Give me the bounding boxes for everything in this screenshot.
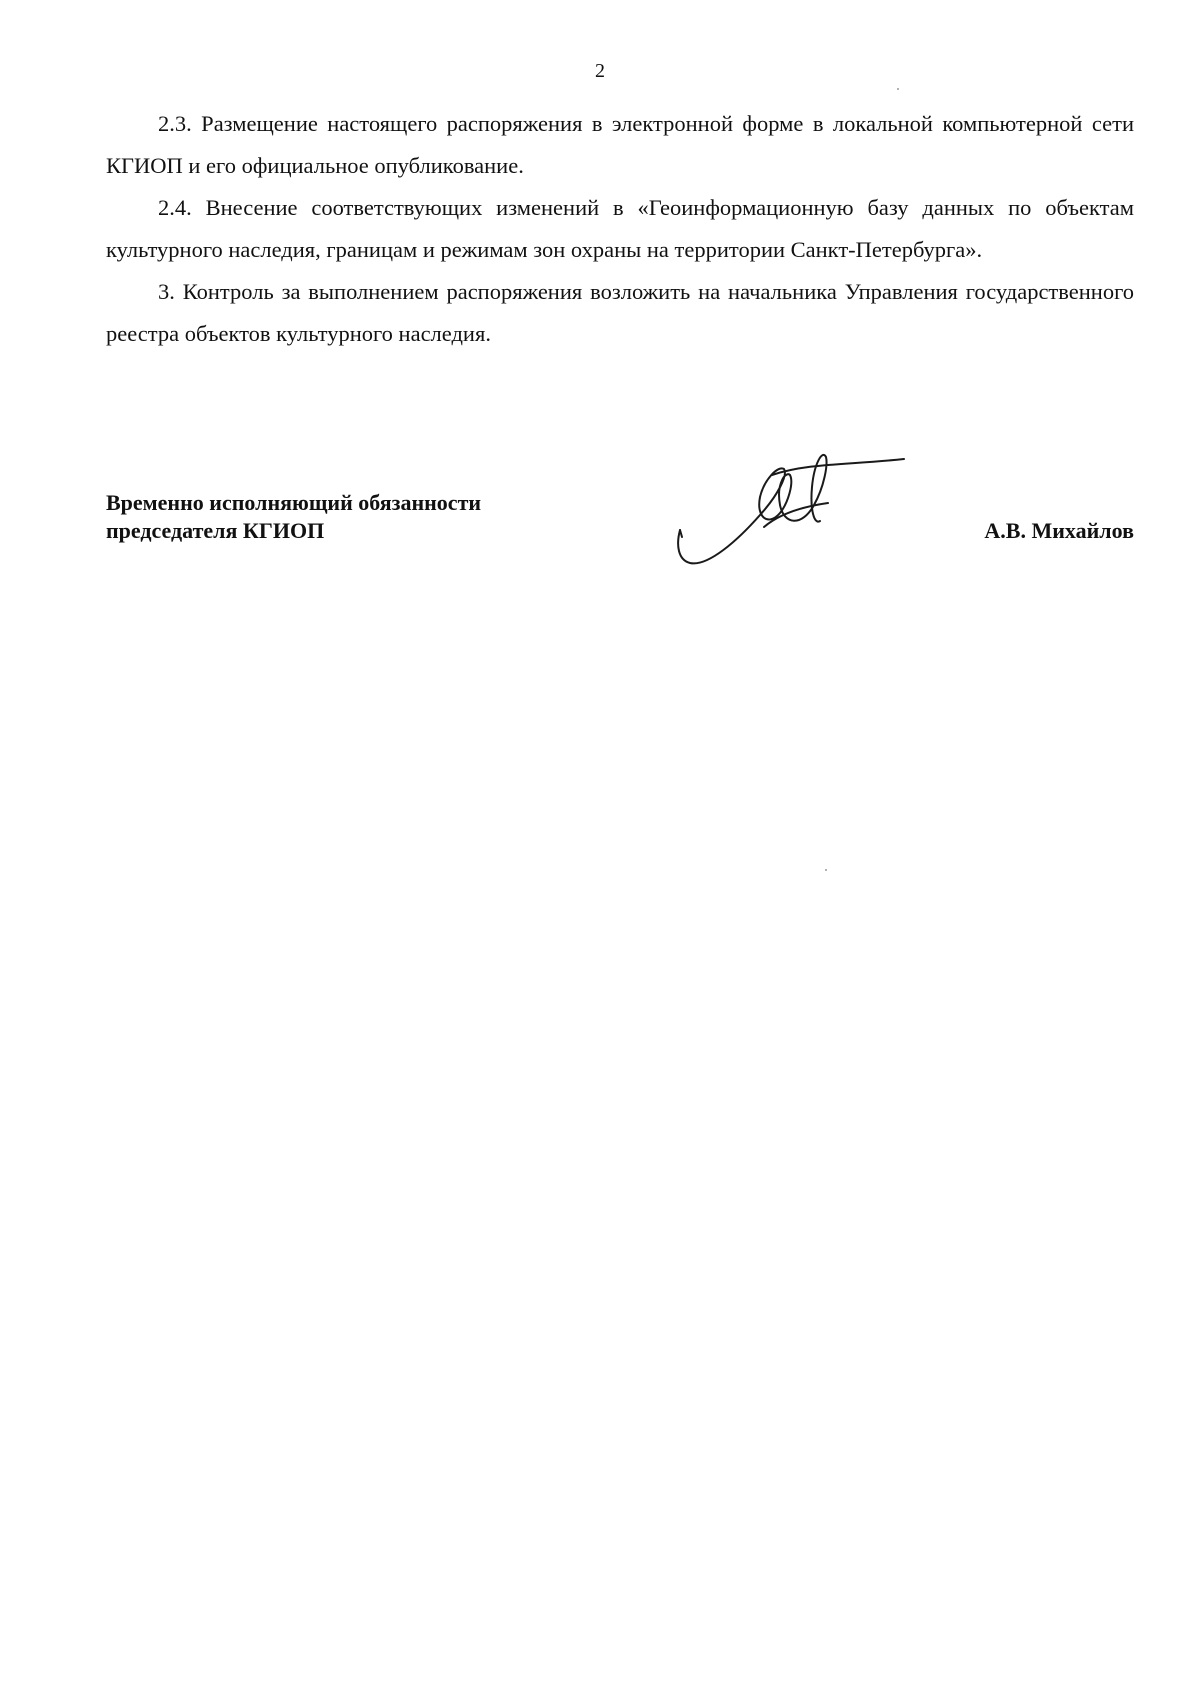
signatory-name: А.В. Михайлов bbox=[984, 518, 1134, 543]
signatory-title-line-2: председателя КГИОП bbox=[106, 518, 325, 543]
page-number: 2 bbox=[595, 60, 605, 82]
signatory-title bbox=[106, 489, 481, 545]
paragraph-3: 3. Контроль за выполнением распоряжения возложить на начальника Управления государственного реестра объектов культурного наследия. bbox=[106, 279, 1134, 346]
scan-speck bbox=[825, 869, 827, 871]
paragraph-2-3: 2.3. Размещение настоящего распоряжения в электронной форме в локальной компьютерной сети КГИОП и его официальное опубликование. bbox=[106, 111, 1134, 178]
paragraph-2-4: 2.4. Внесение соответствующих изменений в «Геоинформационную базу данных по объектам культурного наследия, границам и режимам зон охраны на территории Санкт-Петербурга». bbox=[106, 195, 1134, 262]
document-body bbox=[106, 103, 1134, 355]
handwritten-signature-icon bbox=[668, 435, 908, 585]
scan-speck bbox=[897, 88, 899, 90]
signatory-title-line-1: Временно исполняющий обязанности bbox=[106, 490, 482, 515]
